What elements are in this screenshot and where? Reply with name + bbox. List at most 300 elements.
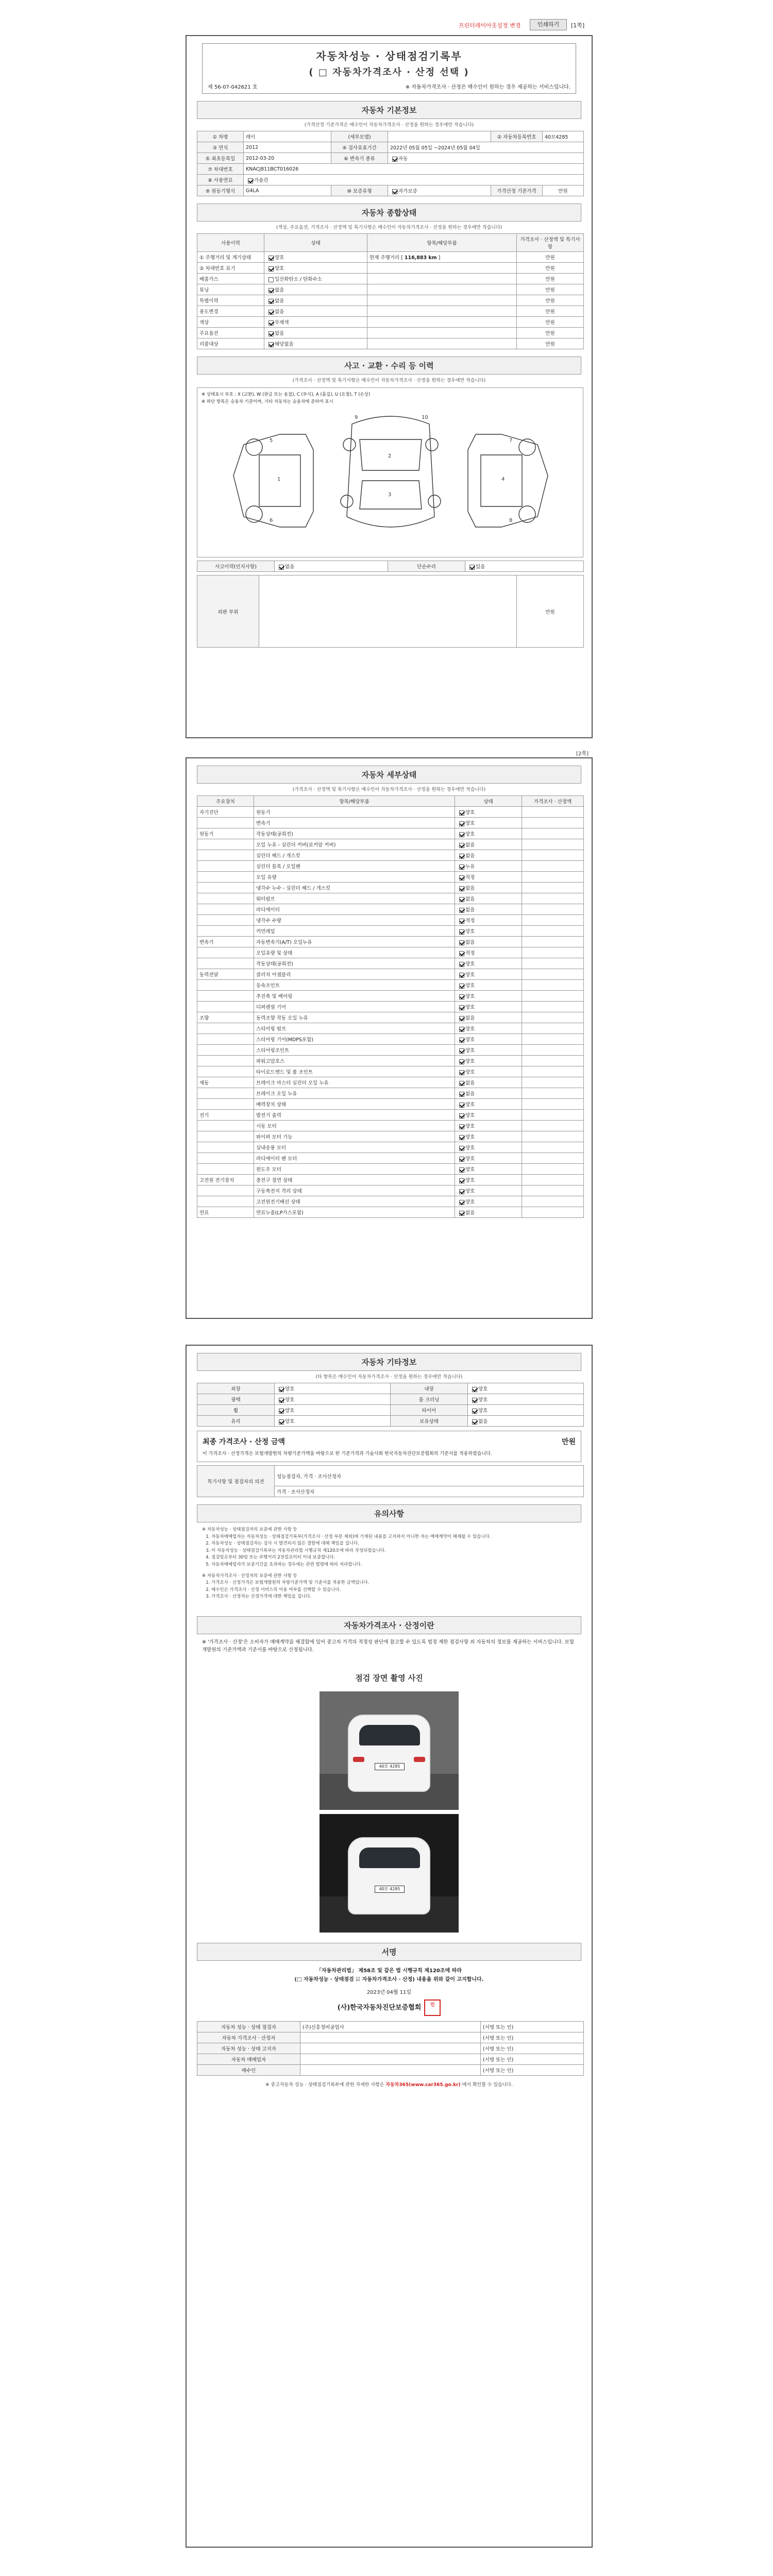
detail-row bbox=[197, 1045, 584, 1056]
document-page-2 bbox=[186, 751, 593, 1319]
signature-heading: 서명 bbox=[197, 1943, 581, 1961]
fuel-label: ⑧ 사용연료 bbox=[197, 175, 244, 185]
status-col-detail: 항목/해당부품 bbox=[367, 234, 517, 252]
etc-checkbox[interactable] bbox=[472, 1398, 477, 1403]
etc-checkbox[interactable] bbox=[472, 1419, 477, 1425]
detail-checkbox[interactable] bbox=[459, 962, 464, 967]
detail-item: 라디에이터 팬 모터 bbox=[254, 1153, 455, 1164]
detail-checkbox[interactable] bbox=[459, 1016, 464, 1021]
detail-checkbox[interactable] bbox=[459, 1038, 464, 1043]
detail-device: 전기 bbox=[197, 1110, 254, 1121]
detail-price bbox=[522, 1002, 584, 1012]
status-row-state: 없음 bbox=[264, 295, 367, 306]
detail-row bbox=[197, 861, 584, 872]
detail-row bbox=[197, 1207, 584, 1218]
status-checkbox[interactable] bbox=[268, 342, 274, 347]
caution-item: 1. 가격조사 · 산정가격은 보험개발원의 차량기준가액 및 기준서를 적용한 금액입니다. bbox=[211, 1580, 576, 1587]
status-checkbox[interactable] bbox=[268, 266, 274, 272]
photo-heading: 점검 장면 촬영 사진 bbox=[197, 1669, 581, 1686]
status-row-state: 해당없음 bbox=[264, 338, 367, 349]
detail-item: 충전구 절연 상태 bbox=[254, 1175, 455, 1185]
detail-checkbox[interactable] bbox=[459, 1178, 464, 1183]
detail-device bbox=[197, 872, 254, 883]
detail-checkbox[interactable] bbox=[459, 1092, 464, 1097]
detail-item: 파워고압호스 bbox=[254, 1056, 455, 1066]
status-col-state: 상태 bbox=[264, 234, 367, 252]
page-2-number: [2쪽] bbox=[576, 751, 589, 757]
detail-device bbox=[197, 1153, 254, 1164]
etc-checkbox[interactable] bbox=[279, 1409, 284, 1414]
status-row-label: 주요옵션 bbox=[197, 328, 264, 338]
detail-device bbox=[197, 991, 254, 1002]
status-checkbox[interactable] bbox=[268, 310, 274, 315]
detail-item: 타이로드엔드 및 볼 조인트 bbox=[254, 1066, 455, 1077]
detail-item: 실린더 헤드 / 개스킷 bbox=[254, 850, 455, 861]
document-page-1 bbox=[186, 35, 593, 738]
detail-device: 동력전달 bbox=[197, 969, 254, 980]
overall-status-table bbox=[197, 233, 584, 349]
status-row-price: 만원 bbox=[517, 328, 584, 338]
detail-device bbox=[197, 1034, 254, 1045]
year-value: 2012 bbox=[244, 142, 331, 153]
detail-state: 양호 bbox=[455, 1175, 522, 1185]
detail-price bbox=[522, 947, 584, 958]
top-toolbar bbox=[0, 18, 773, 32]
exterior-rank-label: 외판 부위 bbox=[197, 575, 259, 648]
detail-price bbox=[522, 904, 584, 915]
detail-item: 스티어링 기어(MDPS포함) bbox=[254, 1034, 455, 1045]
detail-state: 없음 bbox=[455, 1012, 522, 1023]
status-row-state: 양호 bbox=[264, 263, 367, 274]
detail-price bbox=[522, 937, 584, 947]
inspection-photo-front bbox=[320, 1814, 459, 1933]
detail-device bbox=[197, 1121, 254, 1131]
detail-price bbox=[522, 926, 584, 937]
detail-checkbox[interactable] bbox=[459, 897, 464, 902]
simple-repair-value: 있음 bbox=[465, 561, 584, 572]
caution-list bbox=[202, 1534, 576, 1569]
vehicle-diagram bbox=[197, 387, 583, 557]
etc-checkbox[interactable] bbox=[472, 1387, 477, 1392]
detail-device: 고전원 전기장치 bbox=[197, 1175, 254, 1185]
detail-price bbox=[522, 1066, 584, 1077]
detail-checkbox[interactable] bbox=[459, 1005, 464, 1010]
detail-row bbox=[197, 1121, 584, 1131]
print-button[interactable]: 인쇄하기 bbox=[530, 19, 567, 30]
etc-checkbox[interactable] bbox=[279, 1419, 284, 1425]
status-row-state: 없음 bbox=[264, 306, 367, 317]
simple-repair-checkbox[interactable] bbox=[469, 565, 475, 570]
detail-row bbox=[197, 1196, 584, 1207]
detail-item: 라디에이터 bbox=[254, 904, 455, 915]
detail-state: 없음 bbox=[455, 1207, 522, 1218]
signature-text: 「자동차관리법」 제58조 및 같은 법 시행규칙 제120조에 따라 bbox=[316, 1968, 462, 1974]
detail-device bbox=[197, 1099, 254, 1110]
caution-heading: 유의사항 bbox=[197, 1504, 581, 1522]
detail-checkbox[interactable] bbox=[459, 919, 464, 924]
seal-stamp: 인 bbox=[424, 1999, 441, 2016]
detail-device: 조향 bbox=[197, 1012, 254, 1023]
detail-state: 양호 bbox=[455, 1131, 522, 1142]
status-checkbox[interactable] bbox=[268, 256, 274, 261]
status-row-price: 만원 bbox=[517, 284, 584, 295]
detail-device bbox=[197, 1045, 254, 1056]
etc-checkbox[interactable] bbox=[279, 1398, 284, 1403]
detail-device: 원동기 bbox=[197, 828, 254, 839]
accident-history-heading: 사고 · 교환 · 수리 등 이력 bbox=[197, 357, 581, 375]
detail-status-table bbox=[197, 795, 584, 1218]
detail-item: 실내송풍 모터 bbox=[254, 1142, 455, 1153]
detail-checkbox[interactable] bbox=[459, 1124, 464, 1129]
detail-item: 냉각수 누수 - 실린더 헤드 / 개스킷 bbox=[254, 883, 455, 893]
first-reg-value: 2012-03-20 bbox=[244, 153, 331, 164]
caution-lead-2: ※ 자동차가격조사 · 산정자의 보증에 관한 사항 등 bbox=[202, 1573, 297, 1579]
vin-label: ⑦ 차대번호 bbox=[197, 164, 244, 175]
detail-price bbox=[522, 861, 584, 872]
mileage-cell: 현재 주행거리 [ 116,883 km ] bbox=[367, 252, 517, 263]
detail-state: 양호 bbox=[455, 1142, 522, 1153]
detail-device bbox=[197, 980, 254, 991]
detail-checkbox[interactable] bbox=[459, 1113, 464, 1118]
special-notes-text: 성능점검자, 가격 · 조사산정자 bbox=[275, 1466, 584, 1486]
detail-device bbox=[197, 861, 254, 872]
detail-state: 양호 bbox=[455, 1196, 522, 1207]
signature-block bbox=[197, 1966, 581, 2016]
transmission-auto-checkbox[interactable] bbox=[392, 157, 397, 162]
detail-price bbox=[522, 1099, 584, 1110]
printer-layout-warning[interactable]: 프린터레이아웃설정 변경 bbox=[459, 22, 521, 29]
detail-row bbox=[197, 937, 584, 947]
transmission-label: ⑥ 변속기 종류 bbox=[331, 153, 388, 164]
detail-state: 양호 bbox=[455, 1034, 522, 1045]
plate-value: 40모4285 bbox=[543, 131, 584, 142]
inspection-validity-label: ④ 검사유효기간 bbox=[331, 142, 388, 153]
caution-item: 2. 매수인은 가격조사 · 산정 서비스의 이용 여부를 선택할 수 있습니다. bbox=[211, 1587, 576, 1594]
detail-checkbox[interactable] bbox=[459, 1059, 464, 1064]
detail-device bbox=[197, 1056, 254, 1066]
detail-row bbox=[197, 1153, 584, 1164]
detail-price bbox=[522, 1153, 584, 1164]
detail-item: 등속조인트 bbox=[254, 980, 455, 991]
exterior-panel-table bbox=[197, 575, 584, 648]
detail-checkbox[interactable] bbox=[459, 1157, 464, 1162]
detail-item: 추진축 및 베어링 bbox=[254, 991, 455, 1002]
detail-price bbox=[522, 1121, 584, 1131]
detail-checkbox[interactable] bbox=[459, 984, 464, 989]
status-row-label: 용도변경 bbox=[197, 306, 264, 317]
detail-state: 적정 bbox=[455, 915, 522, 926]
final-price-heading: 최종 가격조사 · 산정 금액 bbox=[203, 1438, 285, 1446]
status-checkbox[interactable] bbox=[268, 320, 274, 326]
footer-note: ※ 중고자동차 성능 · 상태점검기록부에 관한 자세한 사항은 자동차365(www.car365.go.kr) 에서 확인할 수 있습니다. bbox=[265, 2082, 513, 2088]
detail-price bbox=[522, 1110, 584, 1121]
svg-text:7: 7 bbox=[509, 438, 513, 444]
detail-checkbox[interactable] bbox=[459, 843, 464, 848]
detail-checkbox[interactable] bbox=[459, 875, 464, 880]
detail-state: 없음 bbox=[455, 883, 522, 893]
detail-price bbox=[522, 1164, 584, 1175]
detail-row bbox=[197, 807, 584, 818]
detail-state: 양호 bbox=[455, 807, 522, 818]
detail-device bbox=[197, 883, 254, 893]
detail-item: 브레이크 마스터 실린더 오일 누유 bbox=[254, 1077, 455, 1088]
caution-item: 4. 점검일로부터 30일 또는 주행거리 2천킬로미터 이내 보증합니다. bbox=[211, 1554, 576, 1562]
detail-checkbox[interactable] bbox=[459, 1135, 464, 1140]
detail-item: 오일 누유 - 실린더 커버(로커암 커버) bbox=[254, 839, 455, 850]
detail-device bbox=[197, 947, 254, 958]
warranty-value: 자가보증 bbox=[388, 185, 491, 196]
detail-price bbox=[522, 1185, 584, 1196]
detail-checkbox[interactable] bbox=[459, 951, 464, 956]
basic-info-table bbox=[197, 131, 584, 196]
overall-status-note: (색상, 주요옵션, 가격조사 · 산정액 및 특기사항은 매수인이 자동차가격조사 · 산정을 원하는 경우에만 적습니다) bbox=[276, 225, 502, 230]
first-reg-label: ⑤ 최초등록일 bbox=[197, 153, 244, 164]
detail-checkbox[interactable] bbox=[459, 929, 464, 935]
detail-row bbox=[197, 1012, 584, 1023]
accident-none-checkbox[interactable] bbox=[279, 565, 284, 570]
detail-state: 양호 bbox=[455, 980, 522, 991]
status-col-item: 사용이력 bbox=[197, 234, 264, 252]
detail-item: 워터펌프 bbox=[254, 893, 455, 904]
detail-checkbox[interactable] bbox=[459, 973, 464, 978]
detail-checkbox[interactable] bbox=[459, 1200, 464, 1205]
detail-device bbox=[197, 1185, 254, 1196]
detail-price bbox=[522, 807, 584, 818]
detail-row bbox=[197, 883, 584, 893]
detail-state: 양호 bbox=[455, 958, 522, 969]
detail-state: 없음 bbox=[455, 893, 522, 904]
final-price-unit: 만원 bbox=[561, 1438, 576, 1446]
document-subtitle: ( □ 자동차가격조사 · 산정 선택 ) bbox=[309, 67, 469, 78]
detail-item: 배력장치 상태 bbox=[254, 1099, 455, 1110]
detail-device bbox=[197, 1142, 254, 1153]
detail-state: 양호 bbox=[455, 1023, 522, 1034]
caution-item: 5. 자동차매매업자가 보증기간을 초과하는 경우에는 관련 법령에 따라 처리합니다. bbox=[211, 1562, 576, 1569]
detail-state: 없음 bbox=[455, 904, 522, 915]
detail-row bbox=[197, 1164, 584, 1175]
status-checkbox[interactable] bbox=[268, 331, 274, 336]
detail-status-heading: 자동차 세부상태 bbox=[197, 766, 581, 784]
status-row-price: 만원 bbox=[517, 317, 584, 328]
caution-lead: ※ 자동차성능 · 상태점검자의 보증에 관한 사항 등 bbox=[202, 1527, 297, 1532]
detail-device: 자기진단 bbox=[197, 807, 254, 818]
detail-state: 양호 bbox=[455, 969, 522, 980]
detail-device bbox=[197, 1196, 254, 1207]
detail-checkbox[interactable] bbox=[459, 940, 464, 945]
status-row-label: 특별이력 bbox=[197, 295, 264, 306]
inspector-name: (주)신흥정비공업사 bbox=[300, 2022, 481, 2032]
detail-checkbox[interactable] bbox=[459, 1027, 464, 1032]
detail-row bbox=[197, 1002, 584, 1012]
status-row-price: 만원 bbox=[517, 252, 584, 263]
detail-price bbox=[522, 872, 584, 883]
special-notes-sub: 가격 · 조사산정자 bbox=[275, 1486, 584, 1497]
status-row-state: 무채색 bbox=[264, 317, 367, 328]
overall-status-heading: 자동차 종합상태 bbox=[197, 204, 581, 222]
accident-summary-table bbox=[197, 561, 584, 572]
detail-price bbox=[522, 1142, 584, 1153]
caution-list-2 bbox=[202, 1580, 576, 1601]
detail-state: 양호 bbox=[455, 1185, 522, 1196]
detail-state: 없음 bbox=[455, 937, 522, 947]
detail-checkbox[interactable] bbox=[459, 1048, 464, 1054]
detail-item: 냉각수 수량 bbox=[254, 915, 455, 926]
signature-text-2: (□ 자동차성능 · 상태점검 ☑ 자동차가격조사 · 산정) 내용을 위와 같이 고지합니다. bbox=[294, 1977, 484, 1983]
detail-checkbox[interactable] bbox=[459, 1189, 464, 1194]
svg-text:5: 5 bbox=[270, 438, 273, 444]
detail-device bbox=[197, 850, 254, 861]
detail-row bbox=[197, 1110, 584, 1121]
plate-text: 40모 4285 bbox=[375, 1763, 405, 1770]
detail-col-price: 가격조사 · 산정액 bbox=[522, 796, 584, 807]
special-notes-label: 특기사항 및 점검자의 의견 bbox=[197, 1466, 275, 1497]
footer-link[interactable]: 자동차365(www.car365.go.kr) bbox=[385, 2082, 461, 2088]
detail-price bbox=[522, 1088, 584, 1099]
warranty-label: ⑩ 보증유형 bbox=[331, 185, 388, 196]
detail-checkbox[interactable] bbox=[459, 854, 464, 859]
base-price-value: 만원 bbox=[543, 185, 584, 196]
detail-item: 작동상태(공회전) bbox=[254, 958, 455, 969]
detail-item: 연료누출(LP가스포함) bbox=[254, 1207, 455, 1218]
fuel-gasoline-checkbox[interactable] bbox=[248, 178, 253, 183]
detail-price bbox=[522, 1023, 584, 1034]
detail-price bbox=[522, 980, 584, 991]
plate-label: ② 자동차등록번호 bbox=[491, 131, 543, 142]
detail-item: 오일 유량 bbox=[254, 872, 455, 883]
detail-device bbox=[197, 915, 254, 926]
detail-device bbox=[197, 1131, 254, 1142]
status-checkbox[interactable] bbox=[268, 277, 274, 282]
detail-checkbox[interactable] bbox=[459, 810, 464, 816]
signature-org: (사)한국자동차진단보증협회 bbox=[337, 2004, 422, 2012]
detail-checkbox[interactable] bbox=[459, 865, 464, 870]
detail-price bbox=[522, 1207, 584, 1218]
detail-device: 제동 bbox=[197, 1077, 254, 1088]
svg-text:2: 2 bbox=[388, 453, 392, 459]
detail-checkbox[interactable] bbox=[459, 994, 464, 999]
status-col-price: 가격조사 · 산정액 및 특기사항 bbox=[517, 234, 584, 252]
accident-history-label: 사고이력(인지사항) bbox=[197, 561, 275, 572]
detail-checkbox[interactable] bbox=[459, 1167, 464, 1173]
basic-info-note: (가격산정 기준가격은 매수인이 자동차가격조사 · 산정을 원하는 경우에만 적습니다) bbox=[304, 123, 474, 128]
fuel-value: 가솔린 bbox=[244, 175, 584, 185]
year-label: ③ 연식 bbox=[197, 142, 244, 153]
detail-checkbox[interactable] bbox=[459, 1103, 464, 1108]
detail-price bbox=[522, 883, 584, 893]
detail-checkbox[interactable] bbox=[459, 1211, 464, 1216]
photo-gallery bbox=[320, 1691, 459, 1933]
warranty-self-checkbox[interactable] bbox=[392, 189, 397, 194]
detail-row bbox=[197, 1142, 584, 1153]
detail-device bbox=[197, 926, 254, 937]
detail-state: 양호 bbox=[455, 1110, 522, 1121]
detail-row bbox=[197, 1023, 584, 1034]
car-outline-diagram bbox=[223, 398, 558, 548]
detail-row bbox=[197, 1077, 584, 1088]
detail-item: 발전기 출력 bbox=[254, 1110, 455, 1121]
status-row-state: 없음 bbox=[264, 284, 367, 295]
detail-device bbox=[197, 1066, 254, 1077]
other-info-note: (타 항목은 매수인이 자동차가격조사 · 산정을 원하는 경우에만 적습니다) bbox=[315, 1375, 463, 1380]
etc-checkbox[interactable] bbox=[279, 1387, 284, 1392]
detail-row bbox=[197, 818, 584, 828]
detail-row bbox=[197, 926, 584, 937]
detail-checkbox[interactable] bbox=[459, 821, 464, 826]
detail-item: 스티어링 펌프 bbox=[254, 1023, 455, 1034]
detail-checkbox[interactable] bbox=[459, 908, 464, 913]
status-row-price: 만원 bbox=[517, 338, 584, 349]
detail-checkbox[interactable] bbox=[459, 886, 464, 891]
document-title-block bbox=[202, 43, 576, 94]
detail-state: 양호 bbox=[455, 1056, 522, 1066]
detail-item: 실린더 블록 / 오일팬 bbox=[254, 861, 455, 872]
detail-checkbox[interactable] bbox=[459, 1081, 464, 1086]
detail-row bbox=[197, 828, 584, 839]
detail-state: 양호 bbox=[455, 1153, 522, 1164]
final-price-box bbox=[197, 1431, 581, 1462]
status-row-label: 배출가스 bbox=[197, 274, 264, 284]
detail-checkbox[interactable] bbox=[459, 1070, 464, 1075]
status-row-label: 리콜대상 bbox=[197, 338, 264, 349]
detail-row bbox=[197, 1175, 584, 1185]
detail-item: 디퍼렌셜 기어 bbox=[254, 1002, 455, 1012]
other-info-table: 외장 양호 내장 양호 광택 양호 룸 크리닝 양호 휠 양호 타이어 양호 유리 양호 보유상태 없음 bbox=[197, 1383, 584, 1427]
document-note: ※ 자동차가격조사 · 산정은 매수인이 원하는 경우 제공하는 서비스입니다. bbox=[405, 84, 570, 90]
detail-state: 양호 bbox=[455, 991, 522, 1002]
detail-checkbox[interactable] bbox=[459, 832, 464, 837]
detail-device bbox=[197, 958, 254, 969]
detail-state: 양호 bbox=[455, 1099, 522, 1110]
svg-text:6: 6 bbox=[270, 518, 273, 523]
etc-checkbox[interactable] bbox=[472, 1409, 477, 1414]
detail-col-item: 항목/해당부품 bbox=[254, 796, 455, 807]
detail-status-note: (가격조사 · 산정액 및 특기사항은 매수인이 자동차가격조사 · 산정을 원하는 경우에만 적습니다) bbox=[292, 787, 486, 792]
diagram-legend: ※ 상태표시 부호 : X (교환), W (판금 또는 용접), C (부식), A (흠집), U (요철), T (손상) bbox=[201, 392, 371, 397]
detail-price bbox=[522, 1034, 584, 1045]
svg-text:9: 9 bbox=[355, 415, 358, 420]
detail-row bbox=[197, 872, 584, 883]
detail-price bbox=[522, 818, 584, 828]
svg-text:4: 4 bbox=[501, 477, 505, 482]
document-title: 자동차성능 · 상태점검기록부 bbox=[316, 50, 462, 62]
detail-item: 변속기 bbox=[254, 818, 455, 828]
page-number: [1쪽] bbox=[571, 22, 585, 29]
status-row-state: 없음 bbox=[264, 328, 367, 338]
detail-item: 커먼레일 bbox=[254, 926, 455, 937]
detail-row bbox=[197, 1056, 584, 1066]
inspection-photo-rear bbox=[320, 1691, 459, 1810]
status-checkbox[interactable] bbox=[268, 288, 274, 293]
detail-item: 오일유량 및 상태 bbox=[254, 947, 455, 958]
detail-checkbox[interactable] bbox=[459, 1146, 464, 1151]
detail-state: 양호 bbox=[455, 828, 522, 839]
detail-state: 양호 bbox=[455, 818, 522, 828]
detail-state: 양호 bbox=[455, 1121, 522, 1131]
detail-row bbox=[197, 980, 584, 991]
detail-device: 연료 bbox=[197, 1207, 254, 1218]
status-checkbox[interactable] bbox=[268, 299, 274, 304]
service-heading: 자동차가격조사 · 산정이란 bbox=[197, 1616, 581, 1634]
svg-text:3: 3 bbox=[388, 492, 392, 498]
detail-price bbox=[522, 991, 584, 1002]
status-row-state: 일산화탄소 / 탄화수소 bbox=[264, 274, 367, 284]
detail-state: 없음 bbox=[455, 839, 522, 850]
transmission-value: 자동 bbox=[388, 153, 584, 164]
caution-item: 2. 자동차성능 · 상태점검자는 검사 시 발견되지 않은 결함에 대해 책임을 집니다. bbox=[211, 1540, 576, 1548]
caution-item: 3. 이 자동차성능 · 상태점검기록부는 자동차관리법 시행규칙 제120조에 따라 작성되었습니다. bbox=[211, 1548, 576, 1555]
svg-text:1: 1 bbox=[277, 477, 281, 482]
detail-state: 적정 bbox=[455, 872, 522, 883]
